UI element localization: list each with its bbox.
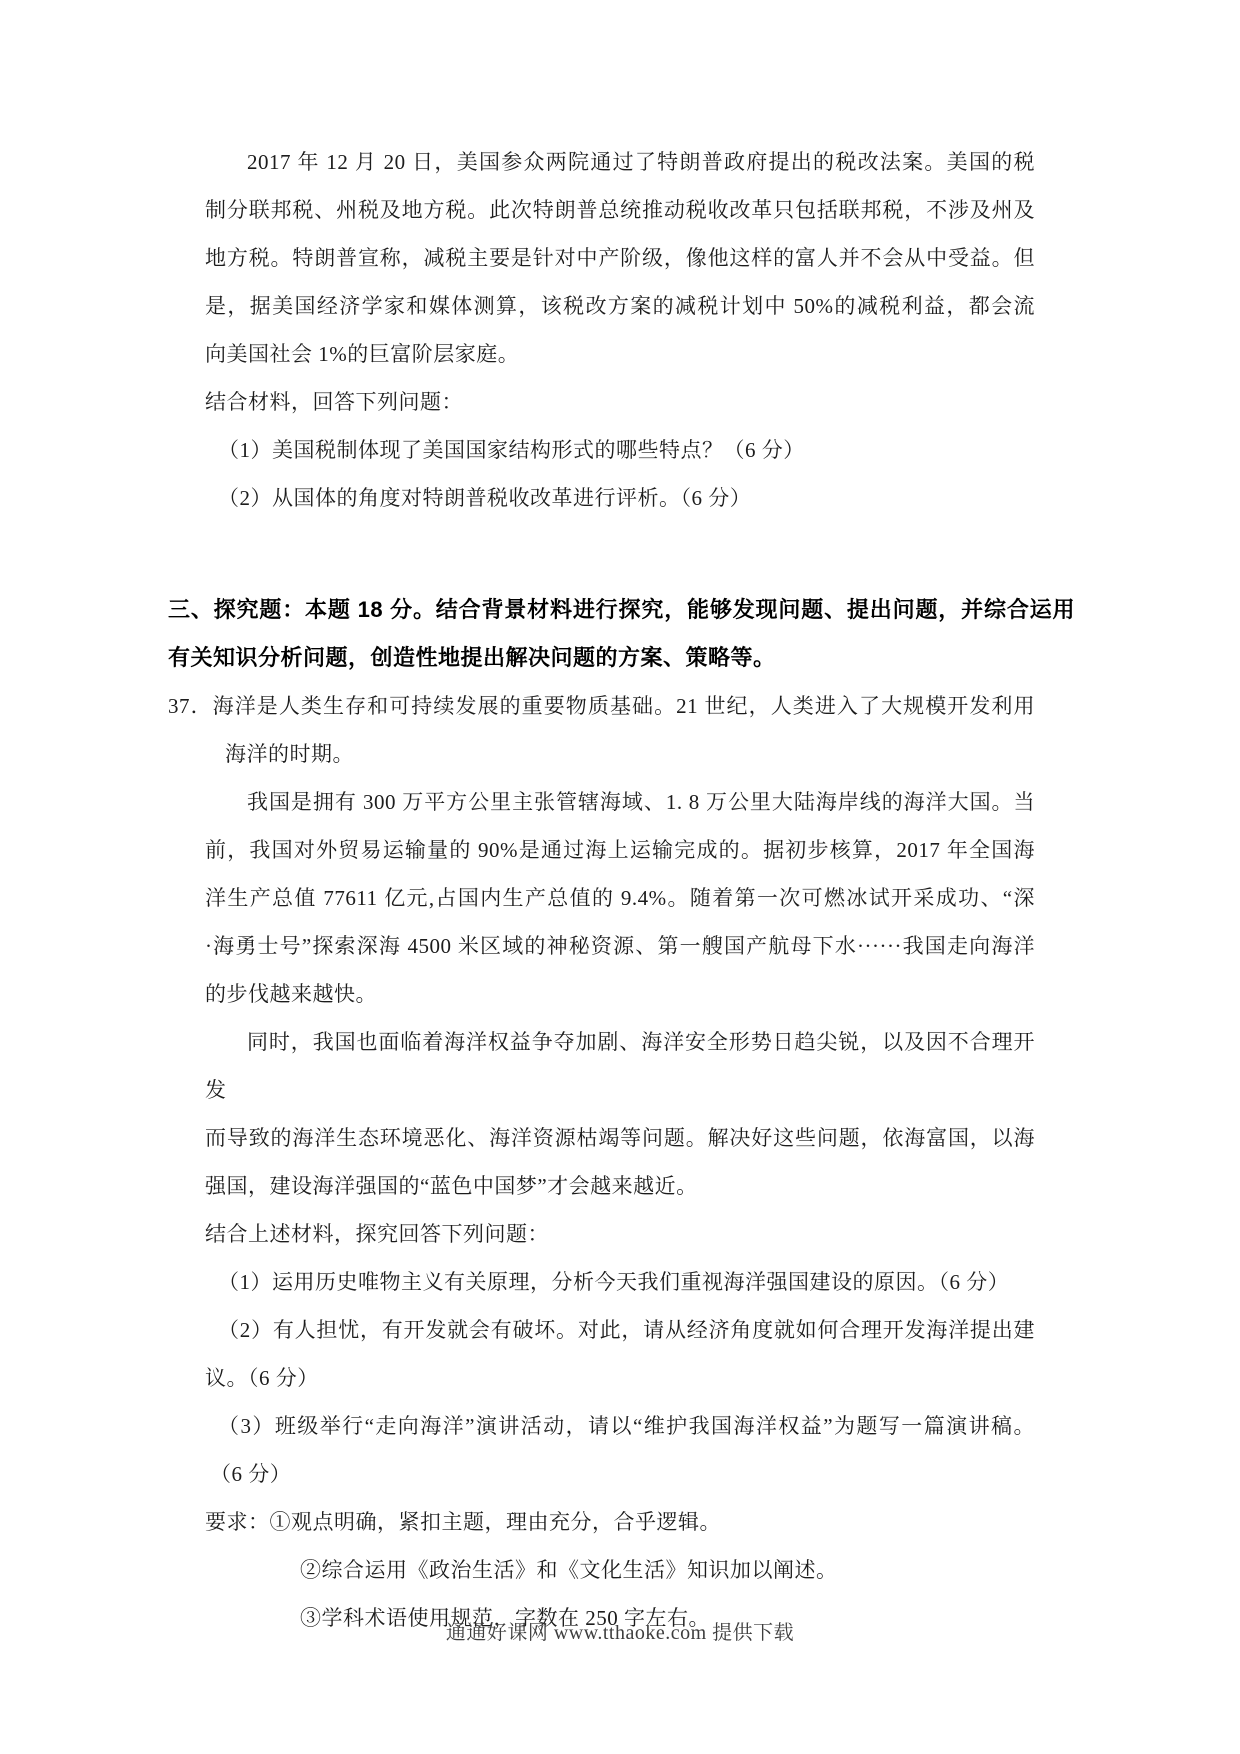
footer-watermark: 通通好课网 www.tthaoke.com 提供下载 <box>445 1622 795 1644</box>
material-line: ·海勇士号”探索深海 4500 米区域的神秘资源、第一艘国产航母下水······我国走向海洋 <box>205 934 1035 958</box>
subquestion-line: （3）班级举行“走向海洋”演讲活动，请以“维护我国海洋权益”为题写一篇演讲稿。 <box>218 1414 1035 1438</box>
material-line: 向美国社会 1%的巨富阶层家庭。 <box>205 342 520 366</box>
question37-sub1: （1）运用历史唯物主义有关原理，分析今天我们重视海洋强国建设的原因。（6 分） <box>218 1270 1010 1294</box>
material-line: 我国是拥有 300 万平方公里主张管辖海域、1. 8 万公里大陆海岸线的海洋大国。当 <box>247 790 1035 814</box>
material-line: 制分联邦税、州税及地方税。此次特朗普总统推动税收改革只包括联邦税，不涉及州及 <box>205 198 1035 222</box>
material-line: 强国，建设海洋强国的“蓝色中国梦”才会越来越近。 <box>205 1174 698 1198</box>
requirement-line: ③学科术语使用规范，字数在 250 字左右。 <box>300 1606 710 1630</box>
material-line: 2017 年 12 月 20 日，美国参众两院通过了特朗普政府提出的税改法案。美国的税 <box>247 150 1035 174</box>
material-line: 洋生产总值 77611 亿元,占国内生产总值的 9.4%。随着第一次可燃冰试开采成功、“深 <box>205 886 1035 910</box>
material-line: 前，我国对外贸易运输量的 90%是通过海上运输完成的。据初步核算，2017 年全国海 <box>205 838 1035 862</box>
section3-heading-line: 有关知识分析问题，创造性地提出解决问题的方案、策略等。 <box>168 645 776 670</box>
subquestion-line: 议。（6 分） <box>205 1366 319 1390</box>
section3-heading <box>168 586 1075 682</box>
material-line: 地方税。特朗普宣称，减税主要是针对中产阶级，像他这样的富人并不会从中受益。但 <box>205 246 1035 270</box>
question37-intro-line: 海洋的时期。 <box>225 742 354 766</box>
question37-sub3 <box>205 1402 1035 1498</box>
requirement-line: 要求：①观点明确，紧扣主题，理由充分，合乎逻辑。 <box>205 1510 721 1534</box>
section3-heading-line: 三、探究题：本题 18 分。结合背景材料进行探究，能够发现问题、提出问题，并综合运用 <box>168 597 1075 622</box>
question37-material-b <box>205 1018 1035 1210</box>
question36-material <box>205 138 1035 378</box>
question36-sub1: （1）美国税制体现了美国国家结构形式的哪些特点？（6 分） <box>218 438 805 462</box>
page-content <box>168 138 1075 1642</box>
material-line: 同时，我国也面临着海洋权益争夺加剧、海洋安全形势日趋尖锐，以及因不合理开发 <box>205 1030 1035 1102</box>
question36-sub2: （2）从国体的角度对特朗普税收改革进行评析。（6 分） <box>218 486 752 510</box>
question37-sub2 <box>205 1306 1035 1402</box>
question37-intro <box>168 682 1035 778</box>
question37-prompt: 结合上述材料，探究回答下列问题： <box>205 1222 549 1246</box>
question37-material-a <box>205 778 1035 1018</box>
material-line: 的步伐越来越快。 <box>205 982 377 1006</box>
question36-prompt: 结合材料，回答下列问题： <box>205 390 463 414</box>
question37-number-line: 37．海洋是人类生存和可持续发展的重要物质基础。21 世纪，人类进入了大规模开发利用 <box>168 694 1035 718</box>
material-line: 是，据美国经济学家和媒体测算，该税改方案的减税计划中 50%的减税利益，都会流 <box>205 294 1035 318</box>
subquestion-line: （6 分） <box>210 1462 292 1486</box>
requirement-line: ②综合运用《政治生活》和《文化生活》知识加以阐述。 <box>300 1558 838 1582</box>
subquestion-line: （2）有人担忧，有开发就会有破坏。对此，请从经济角度就如何合理开发海洋提出建 <box>218 1318 1035 1342</box>
material-line: 而导致的海洋生态环境恶化、海洋资源枯竭等问题。解决好这些问题，依海富国，以海 <box>205 1126 1035 1150</box>
